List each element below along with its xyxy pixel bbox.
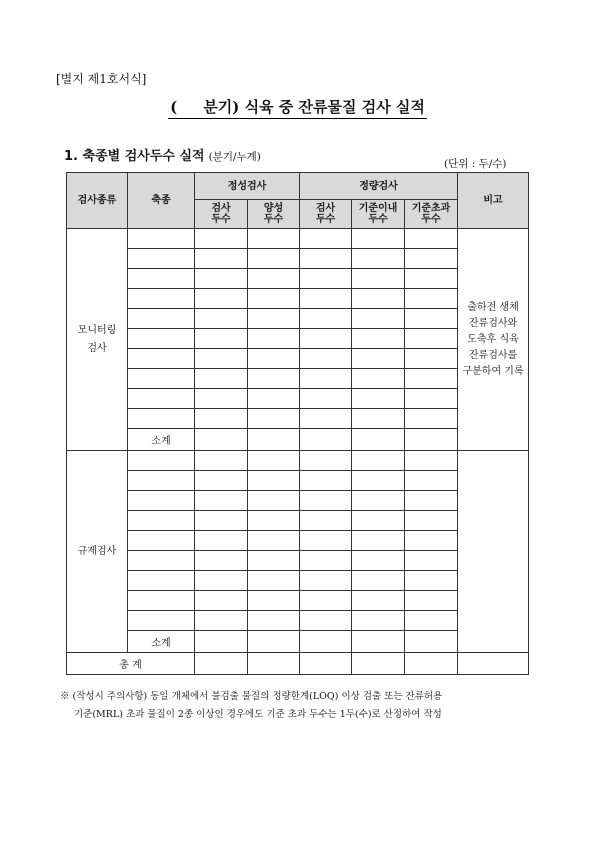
table-cell[interactable]: [300, 471, 352, 491]
unit-label: (단위 : 두/수): [444, 158, 507, 170]
table-cell[interactable]: [352, 389, 405, 409]
table-cell[interactable]: [248, 369, 300, 389]
table-cell[interactable]: [300, 571, 352, 591]
table-cell[interactable]: [458, 653, 529, 675]
table-cell[interactable]: [300, 611, 352, 631]
table-cell[interactable]: [195, 491, 248, 511]
table-cell[interactable]: [128, 551, 195, 571]
table-cell[interactable]: [128, 349, 195, 369]
monitoring-label: 모니터링 검사: [67, 229, 128, 451]
table-cell[interactable]: [352, 249, 405, 269]
table-cell[interactable]: [352, 329, 405, 349]
table-cell[interactable]: [352, 611, 405, 631]
table-cell[interactable]: [195, 229, 248, 249]
table-cell[interactable]: [248, 511, 300, 531]
table-cell[interactable]: [128, 269, 195, 289]
table-cell[interactable]: [248, 429, 300, 451]
table-cell[interactable]: [128, 249, 195, 269]
header-quant-within: 기준이내 두수: [352, 200, 405, 229]
table-cell[interactable]: [300, 491, 352, 511]
total-row: [67, 653, 529, 675]
table-row: [67, 229, 529, 249]
table-cell[interactable]: [195, 471, 248, 491]
table-cell[interactable]: [300, 551, 352, 571]
table-cell[interactable]: [195, 551, 248, 571]
table-cell[interactable]: [248, 289, 300, 309]
header-type: 검사종류: [67, 173, 128, 229]
table-cell[interactable]: [300, 531, 352, 551]
footnote-line-2: 기준(MRL) 초과 물질이 2종 이상인 경우에도 기준 초과 두수는 1두(수)로 산정하여 작성: [74, 709, 442, 720]
header-qualitative: 정성검사: [195, 173, 300, 200]
table-cell[interactable]: [128, 289, 195, 309]
table-cell[interactable]: [405, 429, 458, 451]
table-cell[interactable]: [405, 471, 458, 491]
header-qual-tested: 검사 두수: [195, 200, 248, 229]
table-cell[interactable]: [248, 229, 300, 249]
table-cell[interactable]: [128, 451, 195, 471]
table-cell[interactable]: [352, 551, 405, 571]
table-cell[interactable]: [195, 349, 248, 369]
table-cell[interactable]: [300, 309, 352, 329]
table-cell[interactable]: [352, 531, 405, 551]
subtotal-label: 소계: [128, 429, 195, 451]
subtotal-label: 소계: [128, 631, 195, 653]
form-number: [별지 제1호서식]: [56, 72, 147, 86]
table-cell[interactable]: [405, 551, 458, 571]
table-cell[interactable]: [248, 631, 300, 653]
table-cell[interactable]: [300, 349, 352, 369]
footnote: [60, 688, 540, 724]
header-quant-over: 기준초과 두수: [405, 200, 458, 229]
table-cell[interactable]: [405, 369, 458, 389]
table-cell[interactable]: [352, 369, 405, 389]
table-cell[interactable]: [352, 309, 405, 329]
table-cell[interactable]: [405, 571, 458, 591]
table-cell[interactable]: [300, 591, 352, 611]
header-remark: 비고: [458, 173, 529, 229]
table-cell[interactable]: [352, 571, 405, 591]
table-cell[interactable]: [405, 591, 458, 611]
table-cell[interactable]: [352, 511, 405, 531]
header-species: 축종: [128, 173, 195, 229]
table-cell[interactable]: [195, 269, 248, 289]
table-cell[interactable]: [248, 653, 300, 675]
table-cell[interactable]: [128, 369, 195, 389]
inspection-table: [66, 172, 529, 675]
table-cell[interactable]: [195, 429, 248, 451]
table-cell[interactable]: [405, 249, 458, 269]
table-cell[interactable]: [405, 349, 458, 369]
table-cell[interactable]: [248, 409, 300, 429]
table-cell[interactable]: [352, 451, 405, 471]
table-cell[interactable]: [248, 269, 300, 289]
table-cell[interactable]: [300, 409, 352, 429]
table-row: [67, 451, 529, 471]
table-cell[interactable]: [405, 451, 458, 471]
table-cell[interactable]: [300, 369, 352, 389]
table-cell[interactable]: [195, 631, 248, 653]
remark-note: 출하전 생체 잔류검사와 도축후 식육 잔류검사를 구분하여 기록: [458, 229, 529, 451]
table-cell[interactable]: [248, 349, 300, 369]
header-qual-positive: 양성 두수: [248, 200, 300, 229]
section-heading-sub: (분기/누계): [208, 151, 261, 163]
table-cell[interactable]: [195, 309, 248, 329]
table-cell[interactable]: [248, 451, 300, 471]
table-cell[interactable]: [352, 349, 405, 369]
table-cell[interactable]: [405, 329, 458, 349]
table-cell[interactable]: [352, 653, 405, 675]
table-cell[interactable]: [352, 409, 405, 429]
table-cell[interactable]: [300, 653, 352, 675]
table-cell[interactable]: [128, 471, 195, 491]
table-cell[interactable]: [300, 451, 352, 471]
table-cell[interactable]: [128, 389, 195, 409]
table-cell[interactable]: [195, 591, 248, 611]
table-cell[interactable]: [248, 329, 300, 349]
table-cell[interactable]: [128, 571, 195, 591]
table-cell[interactable]: [405, 491, 458, 511]
table-cell[interactable]: [248, 249, 300, 269]
table-cell[interactable]: [248, 471, 300, 491]
table-cell[interactable]: [195, 571, 248, 591]
table-cell[interactable]: [128, 229, 195, 249]
section-heading: [64, 145, 261, 164]
table-cell[interactable]: [195, 369, 248, 389]
table-cell[interactable]: [195, 511, 248, 531]
table-cell[interactable]: [300, 511, 352, 531]
table-cell[interactable]: [300, 389, 352, 409]
document-title: ( 분기) 식육 중 잔류물질 검사 실적: [168, 96, 427, 119]
table-cell[interactable]: [128, 611, 195, 631]
table-cell[interactable]: [405, 653, 458, 675]
table-cell[interactable]: [352, 229, 405, 249]
table-cell[interactable]: [195, 409, 248, 429]
table-cell[interactable]: [300, 289, 352, 309]
table-cell[interactable]: [248, 389, 300, 409]
table-cell[interactable]: [352, 429, 405, 451]
table-cell[interactable]: [300, 429, 352, 451]
table-cell[interactable]: [248, 309, 300, 329]
table-cell[interactable]: [248, 571, 300, 591]
table-cell[interactable]: [405, 229, 458, 249]
table-cell[interactable]: [128, 531, 195, 551]
header-quantitative: 정량검사: [300, 173, 458, 200]
table-cell[interactable]: [195, 531, 248, 551]
total-label: 총 계: [67, 653, 195, 675]
table-cell[interactable]: [248, 611, 300, 631]
footnote-line-1: ※ (작성시 주의사항) 동일 개체에서 불검출 물질의 정량한계(LOQ) 이상 검출 또는 잔류허용: [60, 691, 443, 702]
table-cell[interactable]: [405, 409, 458, 429]
table-cell[interactable]: [352, 269, 405, 289]
header-quant-tested: 검사 두수: [300, 200, 352, 229]
table-cell[interactable]: [128, 591, 195, 611]
table-cell[interactable]: [352, 471, 405, 491]
table-cell[interactable]: [405, 309, 458, 329]
table-cell[interactable]: [128, 309, 195, 329]
table-cell[interactable]: [300, 229, 352, 249]
table-cell[interactable]: [405, 389, 458, 409]
table-cell[interactable]: [300, 269, 352, 289]
table-cell[interactable]: [405, 631, 458, 653]
table-cell[interactable]: [128, 409, 195, 429]
table-cell[interactable]: [128, 329, 195, 349]
table-cell[interactable]: [352, 631, 405, 653]
table-cell[interactable]: [405, 611, 458, 631]
table-cell[interactable]: [128, 491, 195, 511]
table-cell[interactable]: [405, 289, 458, 309]
regulatory-label: 규제검사: [67, 451, 128, 653]
table-cell[interactable]: [195, 249, 248, 269]
table-cell[interactable]: [405, 269, 458, 289]
table-cell[interactable]: [300, 329, 352, 349]
table-cell[interactable]: [248, 591, 300, 611]
table-cell[interactable]: [248, 551, 300, 571]
table-cell[interactable]: [195, 389, 248, 409]
table-cell[interactable]: [128, 511, 195, 531]
table-cell[interactable]: [195, 653, 248, 675]
table-cell[interactable]: [405, 511, 458, 531]
table-cell[interactable]: [352, 289, 405, 309]
section-heading-text: 1. 축종별 검사두수 실적: [64, 149, 205, 164]
table-cell[interactable]: [248, 491, 300, 511]
table-cell[interactable]: [248, 531, 300, 551]
table-cell[interactable]: [300, 631, 352, 653]
table-cell[interactable]: [195, 289, 248, 309]
table-cell[interactable]: [405, 531, 458, 551]
table-cell[interactable]: [300, 249, 352, 269]
remark-cell[interactable]: [458, 451, 529, 653]
table-cell[interactable]: [195, 451, 248, 471]
table-cell[interactable]: [352, 591, 405, 611]
table-cell[interactable]: [195, 329, 248, 349]
table-cell[interactable]: [352, 491, 405, 511]
table-cell[interactable]: [195, 611, 248, 631]
